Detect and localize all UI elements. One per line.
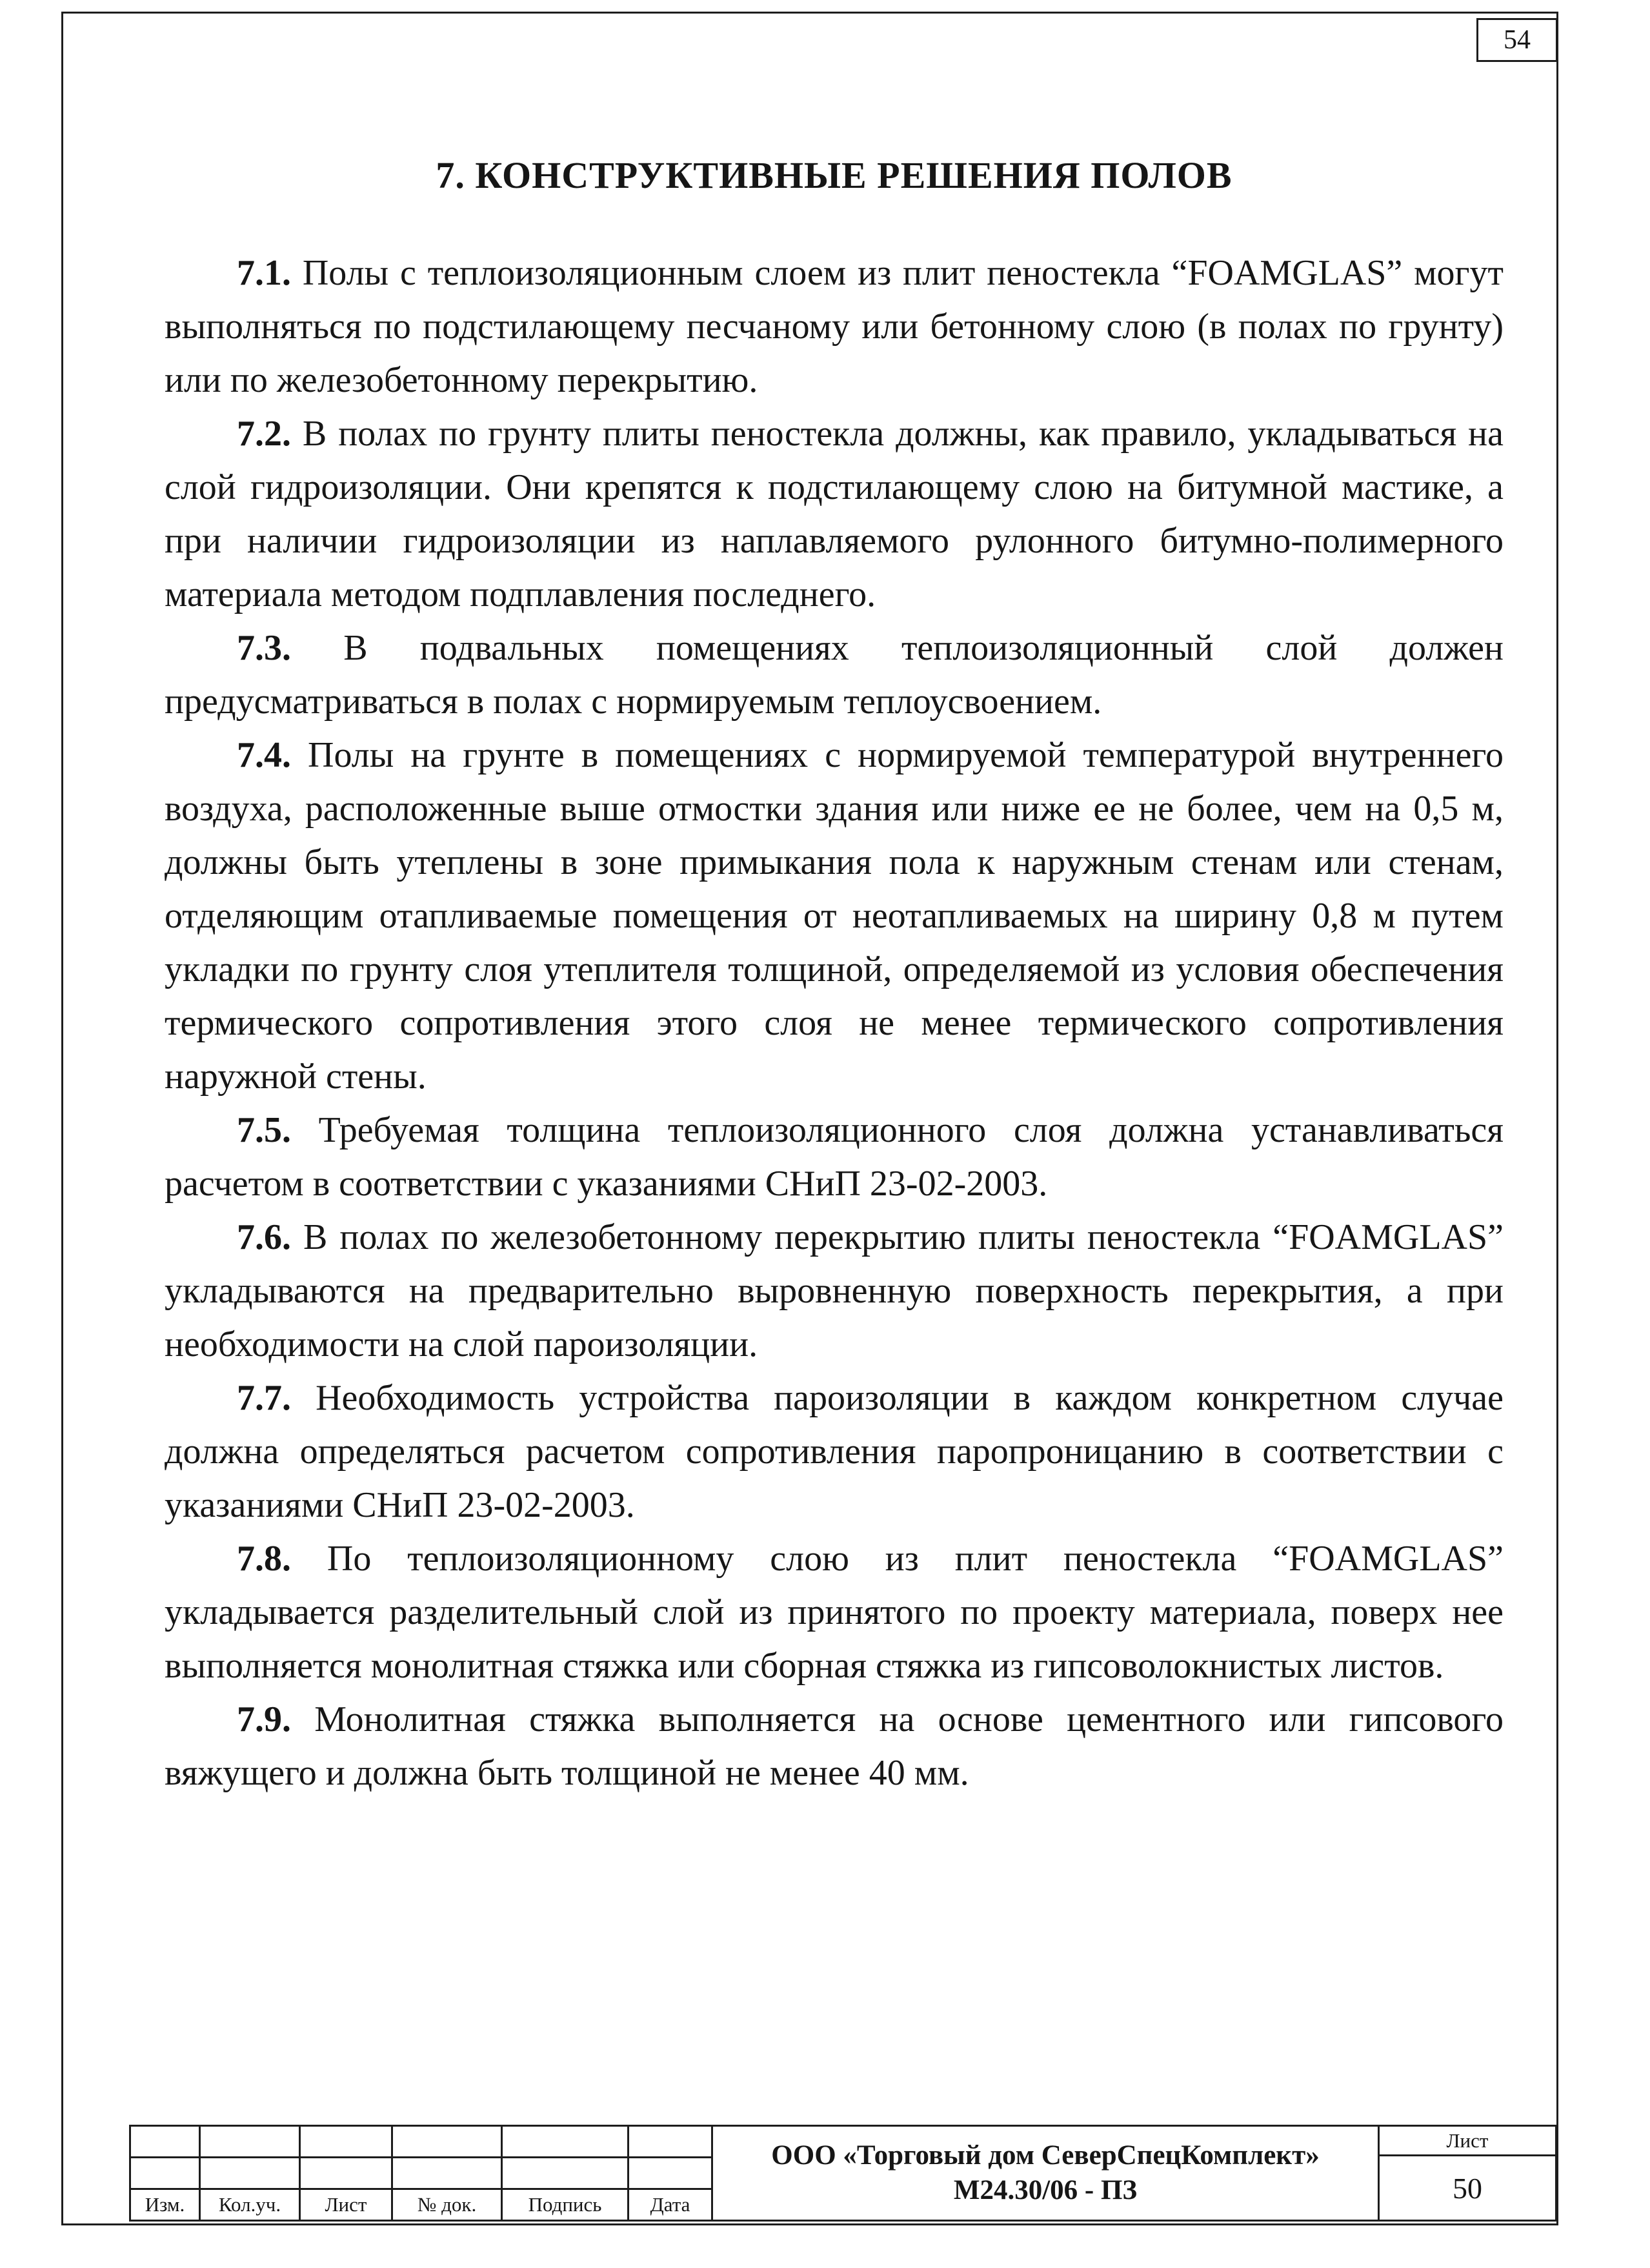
paragraph-text: По теплоизоляционному слою из плит пеностекла “FOAMGLAS” укладывается разделительный слой из принятого по проекту материала, поверх нее выполняется монолитная стяжка или сборная стяжка из гипсоволокнистых листов. bbox=[165, 1539, 1504, 1686]
titleblock-column bbox=[131, 2127, 201, 2220]
titleblock-column-label: Кол.уч. bbox=[218, 2193, 281, 2216]
titleblock-empty-cell bbox=[393, 2158, 501, 2190]
paragraph-number: 7.6. bbox=[237, 1217, 291, 1257]
titleblock-column bbox=[629, 2127, 713, 2220]
paragraph-text: В полах по грунту плиты пеностекла должны, как правило, укладываться на слой гидроизоляции. Они крепятся к подстилающему слою на битумной мастике, а при наличии гидроизоляции из наплавляемого рулонного битумно-полимерного материала методом подплавления последнего. bbox=[165, 414, 1504, 614]
paragraph-number: 7.5. bbox=[237, 1110, 291, 1150]
paragraph-number: 7.8. bbox=[237, 1539, 291, 1579]
titleblock-columns bbox=[131, 2127, 713, 2220]
paragraph-number: 7.1. bbox=[237, 253, 291, 293]
title-block bbox=[129, 2125, 1557, 2222]
titleblock-column bbox=[301, 2127, 393, 2220]
titleblock-empty-cell bbox=[629, 2158, 711, 2190]
titleblock-empty-cell bbox=[503, 2158, 627, 2190]
titleblock-column-label: Подпись bbox=[528, 2193, 602, 2216]
paragraph-text: Полы на грунте в помещениях с нормируемой температурой внутреннего воздуха, расположенные выше отмостки здания или ниже ее не более, чем на 0,5 м, должны быть утеплены в зоне примыкания пола к наружным стенам или стенам, отделяющим отапливаемые помещения от неотапливаемых на ширину 0,8 м путем укладки по грунту слоя утеплителя толщиной, определяемой из условия обеспечения термического сопротивления этого слоя не менее термического сопротивления наружной стены. bbox=[165, 735, 1504, 1097]
paragraph bbox=[165, 622, 1504, 729]
paragraph bbox=[165, 407, 1504, 622]
titleblock-column bbox=[393, 2127, 503, 2220]
titleblock-empty-cell bbox=[201, 2158, 299, 2190]
titleblock-column bbox=[503, 2127, 629, 2220]
titleblock-empty-cell bbox=[629, 2127, 711, 2158]
paragraph-text: В подвальных помещениях теплоизоляционный слой должен предусматриваться в полах с нормируемым теплоусвоением. bbox=[165, 628, 1504, 722]
company-name: ООО «Торговый дом СеверСпецКомплект» bbox=[771, 2140, 1320, 2171]
paragraph-number: 7.7. bbox=[237, 1378, 291, 1418]
paragraph-text: В полах по железобетонному перекрытию плиты пеностекла “FOAMGLAS” укладываются на предварительно выровненную поверхность перекрытия, а при необходимости на слой пароизоляции. bbox=[165, 1217, 1504, 1364]
paragraph bbox=[165, 1693, 1504, 1800]
titleblock-empty-cell bbox=[201, 2127, 299, 2158]
titleblock-column-label: № док. bbox=[417, 2193, 477, 2216]
paragraph-number: 7.9. bbox=[237, 1699, 291, 1739]
paragraph-number: 7.3. bbox=[237, 628, 291, 668]
titleblock-column-label: Лист bbox=[325, 2193, 367, 2216]
page-title: 7. КОНСТРУКТИВНЫЕ РЕШЕНИЯ ПОЛОВ bbox=[436, 154, 1232, 196]
document-body bbox=[165, 247, 1504, 1800]
paragraph-number: 7.2. bbox=[237, 414, 291, 454]
titleblock-column bbox=[201, 2127, 301, 2220]
paragraph-text: Требуемая толщина теплоизоляционного слоя должна устанавливаться расчетом в соответствии с указаниями СНиП 23-02-2003. bbox=[165, 1110, 1504, 1204]
page-number: 54 bbox=[1504, 25, 1531, 55]
paragraph-text: Полы с теплоизоляционным слоем из плит пеностекла “FOAMGLAS” могут выполняться по подстилающему песчаному или бетонному слою (в полах по грунту) или по железобетонному перекрытию. bbox=[165, 253, 1504, 400]
paragraph-text: Монолитная стяжка выполняется на основе цементного или гипсового вяжущего и должна быть толщиной не менее 40 мм. bbox=[165, 1699, 1504, 1793]
sheet-number: 50 bbox=[1453, 2171, 1482, 2205]
sheet-label: Лист bbox=[1380, 2127, 1555, 2156]
paragraph bbox=[165, 1104, 1504, 1211]
titleblock-empty-cell bbox=[503, 2127, 627, 2158]
titleblock-column-label: Дата bbox=[650, 2193, 690, 2216]
page-number-box bbox=[1476, 18, 1558, 62]
titleblock-empty-cell bbox=[131, 2127, 199, 2158]
document-code: М24.30/06 - ПЗ bbox=[953, 2175, 1138, 2205]
paragraph bbox=[165, 1532, 1504, 1693]
paragraph bbox=[165, 729, 1504, 1104]
paragraph bbox=[165, 1372, 1504, 1532]
titleblock-company-cell bbox=[713, 2127, 1380, 2220]
paragraph bbox=[165, 1211, 1504, 1372]
paragraph-text: Необходимость устройства пароизоляции в каждом конкретном случае должна определяться расчетом сопротивления паропроницанию в соответствии с указаниями СНиП 23-02-2003. bbox=[165, 1378, 1504, 1525]
titleblock-empty-cell bbox=[301, 2127, 391, 2158]
titleblock-empty-cell bbox=[393, 2127, 501, 2158]
titleblock-empty-cell bbox=[131, 2158, 199, 2190]
paragraph bbox=[165, 247, 1504, 407]
titleblock-column-label: Изм. bbox=[145, 2193, 185, 2216]
paragraph-number: 7.4. bbox=[237, 735, 291, 775]
titleblock-empty-cell bbox=[301, 2158, 391, 2190]
titleblock-sheet-cell bbox=[1380, 2127, 1555, 2220]
